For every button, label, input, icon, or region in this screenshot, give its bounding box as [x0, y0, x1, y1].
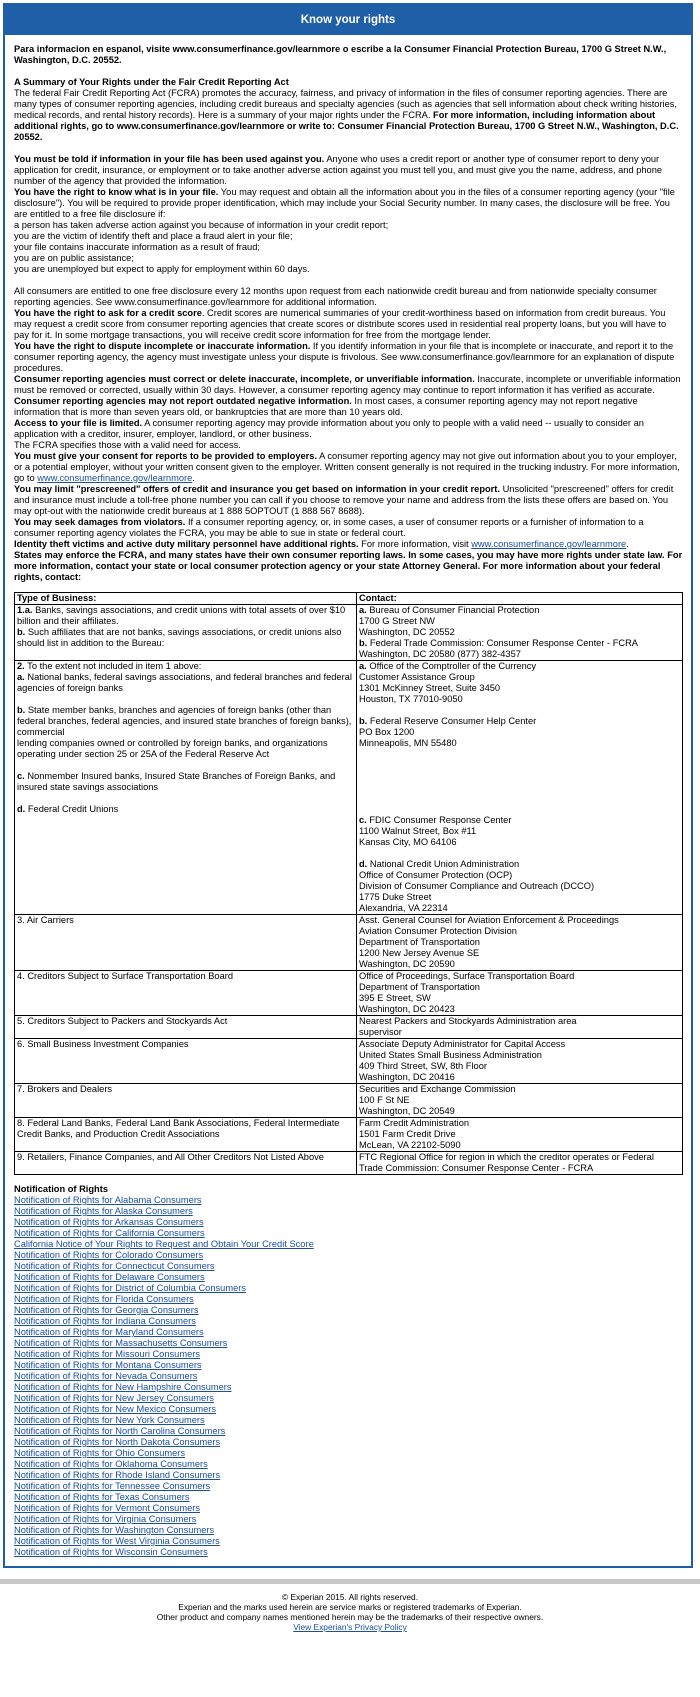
- table-header-row: [15, 593, 683, 605]
- cell-entry: [359, 848, 680, 859]
- table-row: [15, 661, 683, 915]
- notification-link[interactable]: Notification of Rights for North Dakota Consumers: [14, 1437, 221, 1447]
- table-row: [15, 915, 683, 971]
- spanish-notice: [14, 44, 683, 66]
- notification-link[interactable]: Notification of Rights for Rhode Island Consumers: [14, 1470, 221, 1480]
- business-cell: [15, 915, 357, 971]
- rights-b-1: You have the right to dispute incomplete or inaccurate information. If you identify information in your file that is incomplete or inaccurate, and report it to the consumer reporting agency, the agency must investigate unless your dispute is frivolous. See www.consumerfinance.gov/learnmore for an explanation of dispute procedures.: [14, 341, 675, 373]
- business-cell: [15, 1039, 357, 1084]
- table-row: [15, 971, 683, 1016]
- cell-entry: 5. Creditors Subject to Packers and Stockyards Act: [17, 1016, 228, 1026]
- business-cell: [15, 1084, 357, 1118]
- notification-link[interactable]: Notification of Rights for Massachusetts Consumers: [14, 1338, 228, 1348]
- cell-entry: [359, 705, 680, 716]
- business-cell: [15, 605, 357, 661]
- cell-entry: Associate Deputy Administrator for Capital Access United States Small Business Administration 409 Third Street, SW, 8th Floor Washington, DC 20416: [359, 1039, 566, 1082]
- notification-link[interactable]: Notification of Rights for Washington Consumers: [14, 1525, 215, 1535]
- business-cell: [15, 971, 357, 1016]
- cell-entry: Securities and Exchange Commission 100 F St NE Washington, DC 20549: [359, 1084, 516, 1116]
- notification-heading: Notification of Rights: [14, 1184, 108, 1194]
- table-row: [15, 1084, 683, 1118]
- business-contact-table: [14, 592, 683, 1175]
- notification-link[interactable]: Notification of Rights for North Carolina Consumers: [14, 1426, 226, 1436]
- panel-content: [5, 35, 691, 1566]
- notification-link[interactable]: Notification of Rights for District of Columbia Consumers: [14, 1283, 246, 1293]
- states-paragraph: States may enforce the FCRA, and many states have their own consumer reporting laws. In some cases, you may have more rights under state law. For more information, contact your state or local consumer protection agency or your state Attorney General. For more information about your federal rights, contact:: [14, 550, 683, 582]
- free-annual-disclosure: All consumers are entitled to one free disclosure every 12 months upon request from each nationwide credit bureau and from nationwide specialty consumer reporting agencies. See www.consumerfinance.gov/learnmore for additional information.: [14, 286, 657, 307]
- free-disclosure-conditions: [14, 220, 683, 275]
- contact-cell: [357, 1084, 683, 1118]
- notification-link[interactable]: California Notice of Your Rights to Request and Obtain Your Credit Score: [14, 1239, 314, 1249]
- notification-link[interactable]: Notification of Rights for Virginia Consumers: [14, 1514, 197, 1524]
- notification-link[interactable]: Notification of Rights for Wisconsin Consumers: [14, 1547, 208, 1557]
- contact-cell: [357, 1039, 683, 1084]
- rights-b-4: Access to your file is limited. A consumer reporting agency may provide information about you only to people with a valid need -- usually to consider an application with a creditor, insurer, employer, landlord, or other business.: [14, 418, 644, 439]
- cell-entry: b. State member banks, branches and agencies of foreign banks (other than federal branches, federal agencies, and insured state branches of foreign banks), commercial lending companies owned or controlled by foreign banks, and organizations operating under section 25 or 25A of the Federal Reserve Act: [17, 705, 352, 759]
- notification-link[interactable]: Notification of Rights for Colorado Consumers: [14, 1250, 204, 1260]
- spanish-notice-text: Para informacion en espanol, visite www.consumerfinance.gov/learnmore o escribe a la Consumer Financial Protection Bureau, 1700 G Street N.W., Washington, D.C. 20552.: [14, 44, 667, 65]
- cell-entry: 2. To the extent not included in item 1 above:: [17, 661, 202, 671]
- rights-b-3: Consumer reporting agencies may not report outdated negative information. In most cases, a consumer reporting agency may not report negative information that is more than seven years old, or bankruptcies that are more than 10 years old.: [14, 396, 638, 417]
- privacy-policy-link[interactable]: View Experian's Privacy Policy: [293, 1622, 407, 1632]
- rights-section-b: [14, 308, 683, 440]
- cell-entry: b. Federal Trade Commission: Consumer Response Center - FCRA Washington, DC 20580 (877) 382-4357: [359, 638, 638, 659]
- cell-entry: b. Such affiliates that are not banks, savings associations, or credit unions also should list in addition to the Bureau:: [17, 627, 342, 648]
- cell-entry: Nearest Packers and Stockyards Administration area supervisor: [359, 1016, 577, 1037]
- contact-cell: [357, 915, 683, 971]
- fcra-specifies: The FCRA specifies those with a valid need for access.: [14, 440, 241, 450]
- business-cell: [15, 1016, 357, 1039]
- cell-entry: [17, 793, 354, 804]
- cell-entry: [17, 760, 354, 771]
- notification-link[interactable]: Notification of Rights for Alaska Consumers: [14, 1206, 193, 1216]
- summary-heading-text: A Summary of Your Rights under the Fair Credit Reporting Act: [14, 77, 289, 87]
- condition-item: your file contains inaccurate information as a result of fraud;: [14, 242, 260, 252]
- cell-entry: d. Federal Credit Unions: [17, 804, 119, 814]
- panel-title: Know your rights: [300, 14, 396, 26]
- notification-link[interactable]: Notification of Rights for Alabama Consumers: [14, 1195, 202, 1205]
- cell-entry: 9. Retailers, Finance Companies, and All Other Creditors Not Listed Above: [17, 1152, 324, 1162]
- contact-cell: [357, 1016, 683, 1039]
- table-header-contact: Contact:: [357, 593, 683, 605]
- notification-link[interactable]: Notification of Rights for Nevada Consumers: [14, 1371, 198, 1381]
- rights-section-a: [14, 154, 683, 220]
- summary-body: The federal Fair Credit Reporting Act (FCRA) promotes the accuracy, fairness, and privacy of information in the files of consumer reporting agencies. There are many types of consumer reporting agencies, including credit bureaus and specialty agencies (such as agencies that sell information about check writing histories, medical records, and rental history records). Here is a summary of your major rights under the FCRA. For more information, including information about additional rights, go to www.consumerfinance.gov/learnmore or write to: Consumer Financial Protection Bureau, 1700 G Street N.W., Washington, D.C. 20552.: [14, 88, 679, 142]
- cell-entry: c. Nonmember Insured banks, Insured State Branches of Foreign Banks, and insured state savings associations: [17, 771, 336, 792]
- notification-link[interactable]: Notification of Rights for Montana Consumers: [14, 1360, 202, 1370]
- notification-link[interactable]: Notification of Rights for Connecticut Consumers: [14, 1261, 215, 1271]
- notification-link[interactable]: Notification of Rights for New Mexico Consumers: [14, 1404, 217, 1414]
- contact-cell: [357, 1152, 683, 1175]
- consent-paragraph: You must give your consent for reports to be provided to employers. A consumer reporting agency may not give out information about you to your employer, or a potential employer, without your written consent given to the employer. Written consent generally is not required in the trucking industry. For more information, go to www.consumerfinance.gov/learnmore.: [14, 451, 680, 483]
- rights-panel: [3, 3, 693, 1568]
- cell-entry: a. Office of the Comptroller of the Currency Customer Assistance Group 1301 McKinney Street, Suite 3450 Houston, TX 77010-9050: [359, 661, 537, 704]
- notification-links: [14, 1195, 683, 1558]
- summary-heading: [14, 77, 683, 88]
- cell-entry: Asst. General Counsel for Aviation Enforcement & Proceedings Aviation Consumer Protection Division Department of Transportation 1200 New Jersey Avenue SE Washington, DC 20590: [359, 915, 619, 969]
- military-learnmore-link[interactable]: www.consumerfinance.gov/learnmore: [471, 539, 627, 549]
- military-paragraph: Identity theft victims and active duty military personnel have additional rights. For more information, visit www.consumerfinance.gov/learnmore.: [14, 539, 629, 549]
- contact-cell: [357, 661, 683, 915]
- contact-cell: [357, 971, 683, 1016]
- footer-trademark-2: Other product and company names mentioned herein may be the trademarks of their respective owners.: [156, 1612, 544, 1622]
- table-row: [15, 1118, 683, 1152]
- rights-c-0: You may limit "prescreened" offers of credit and insurance you get based on information in your credit report. Unsolicited "prescreened" offers for credit and insurance must include a toll-free phone number you can call if you choose to remove your name and address from the lists these offers are based on. You may opt-out with the nationwide credit bureaus at 1 888 5OPTOUT (1 888 567 8688).: [14, 484, 674, 516]
- cell-entry: a. National banks, federal savings associations, and federal branches and federal agencies of foreign banks: [17, 672, 352, 693]
- notification-link[interactable]: Notification of Rights for Arkansas Consumers: [14, 1217, 204, 1227]
- business-cell: [15, 1152, 357, 1175]
- cell-entry: 6. Small Business Investment Companies: [17, 1039, 189, 1049]
- notification-section: [14, 1184, 683, 1558]
- condition-item: you are unemployed but expect to apply for employment within 60 days.: [14, 264, 310, 274]
- cell-entry: [359, 749, 680, 815]
- cell-entry: Farm Credit Administration 1501 Farm Credit Drive McLean, VA 22102-5090: [359, 1118, 470, 1150]
- notification-link[interactable]: Notification of Rights for New Hampshire Consumers: [14, 1382, 232, 1392]
- cell-entry: a. Bureau of Consumer Financial Protection 1700 G Street NW Washington, DC 20552: [359, 605, 540, 637]
- notification-link[interactable]: Notification of Rights for Texas Consumers: [14, 1492, 190, 1502]
- rights-b-2: Consumer reporting agencies must correct or delete inaccurate, incomplete, or unverifiable information. Inaccurate, incomplete or unverifiable information must be removed or corrected, usually within 30 days. However, a consumer reporting agency may continue to report information it has verified as accurate.: [14, 374, 681, 395]
- consent-learnmore-link[interactable]: www.consumerfinance.gov/learnmore: [37, 473, 193, 483]
- cell-entry: c. FDIC Consumer Response Center 1100 Walnut Street, Box #11 Kansas City, MO 64106: [359, 815, 512, 847]
- contact-cell: [357, 1118, 683, 1152]
- business-cell: [15, 1118, 357, 1152]
- contact-cell: [357, 605, 683, 661]
- notification-link[interactable]: Notification of Rights for Tennessee Consumers: [14, 1481, 211, 1491]
- table-row: [15, 605, 683, 661]
- table-row: [15, 1039, 683, 1084]
- business-cell: [15, 661, 357, 915]
- notification-link[interactable]: Notification of Rights for Indiana Consumers: [14, 1316, 196, 1326]
- condition-item: you are the victim of identify theft and place a fraud alert in your file;: [14, 231, 293, 241]
- cell-entry: d. National Credit Union Administration Office of Consumer Protection (OCP) Division of Consumer Compliance and Outreach (DCCO) 1775 Duke Street Alexandria, VA 22314: [359, 859, 595, 913]
- condition-item: you are on public assistance;: [14, 253, 134, 263]
- notification-link[interactable]: Notification of Rights for Ohio Consumers: [14, 1448, 186, 1458]
- notification-link[interactable]: Notification of Rights for Maryland Consumers: [14, 1327, 204, 1337]
- cell-entry: 4. Creditors Subject to Surface Transportation Board: [17, 971, 234, 981]
- notification-link[interactable]: Notification of Rights for Florida Consumers: [14, 1294, 194, 1304]
- table-row: [15, 1152, 683, 1175]
- footer: [0, 1584, 700, 1632]
- cell-entry: Office of Proceedings, Surface Transportation Board Department of Transportation 395 E Street, SW Washington, DC 20423: [359, 971, 575, 1014]
- notification-link[interactable]: Notification of Rights for New Jersey Consumers: [14, 1393, 214, 1403]
- condition-item: a person has taken adverse action against you because of information in your credit report;: [14, 220, 389, 230]
- cell-entry: FTC Regional Office for region in which the creditor operates or Federal Trade Commission: Consumer Response Center - FCRA: [359, 1152, 654, 1173]
- cell-entry: 8. Federal Land Banks, Federal Land Bank Associations, Federal Intermediate Credit Banks, and Production Credit Associations: [17, 1118, 340, 1139]
- table-header-business: Type of Business:: [15, 593, 357, 605]
- footer-copyright: © Experian 2015. All rights reserved.: [281, 1592, 419, 1602]
- rights-b-0: You have the right to ask for a credit score. Credit scores are numerical summaries of your credit-worthiness based on information from credit bureaus. You may request a credit score from consumer reporting agencies that create scores or distribute scores used in residential real property loans, but you will have to pay for it. In some mortgage transactions, you will receive credit score information for free from the mortgage lender.: [14, 308, 667, 340]
- notification-link[interactable]: Notification of Rights for Georgia Consumers: [14, 1305, 199, 1315]
- cell-entry: 1.a. Banks, savings associations, and credit unions with total assets of over $10 billion and their affiliates.: [17, 605, 346, 626]
- footer-trademark-1: Experian and the marks used herein are service marks or registered trademarks of Experian.: [178, 1602, 522, 1612]
- notification-link[interactable]: Notification of Rights for Vermont Consumers: [14, 1503, 201, 1513]
- cell-entry: 7. Brokers and Dealers: [17, 1084, 113, 1094]
- notification-link[interactable]: Notification of Rights for California Consumers: [14, 1228, 205, 1238]
- rights-a-0: You must be told if information in your file has been used against you. Anyone who uses a credit report or another type of consumer report to deny your application for credit, insurance, or employment or to take another adverse action against you must tell you, and must give you the name, address, and phone number of the agency that provided the information.: [14, 154, 663, 186]
- cell-entry: b. Federal Reserve Consumer Help Center PO Box 1200 Minneapolis, MN 55480: [359, 716, 537, 748]
- panel-header: [5, 5, 691, 35]
- rights-a-1: You have the right to know what is in your file. You may request and obtain all the information about you in the files of a consumer reporting agency (your "file disclosure"). You will be required to provide proper identification, which may include your Social Security number. In many cases, the disclosure will be free. You are entitled to a free file disclosure if:: [14, 187, 675, 219]
- rights-section-c: [14, 484, 683, 539]
- cell-entry: [17, 694, 354, 705]
- notification-link[interactable]: Notification of Rights for Oklahoma Consumers: [14, 1459, 208, 1469]
- table-row: [15, 1016, 683, 1039]
- rights-c-1: You may seek damages from violators. If a consumer reporting agency, or, in some cases, a user of consumer reports or a furnisher of information to a consumer reporting agency violates the FCRA, you may be able to sue in state or federal court.: [14, 517, 644, 538]
- cell-entry: 3. Air Carriers: [17, 915, 74, 925]
- notification-link[interactable]: Notification of Rights for New York Consumers: [14, 1415, 205, 1425]
- notification-link[interactable]: Notification of Rights for Delaware Consumers: [14, 1272, 205, 1282]
- notification-link[interactable]: Notification of Rights for Missouri Consumers: [14, 1349, 201, 1359]
- notification-link[interactable]: Notification of Rights for West Virginia Consumers: [14, 1536, 220, 1546]
